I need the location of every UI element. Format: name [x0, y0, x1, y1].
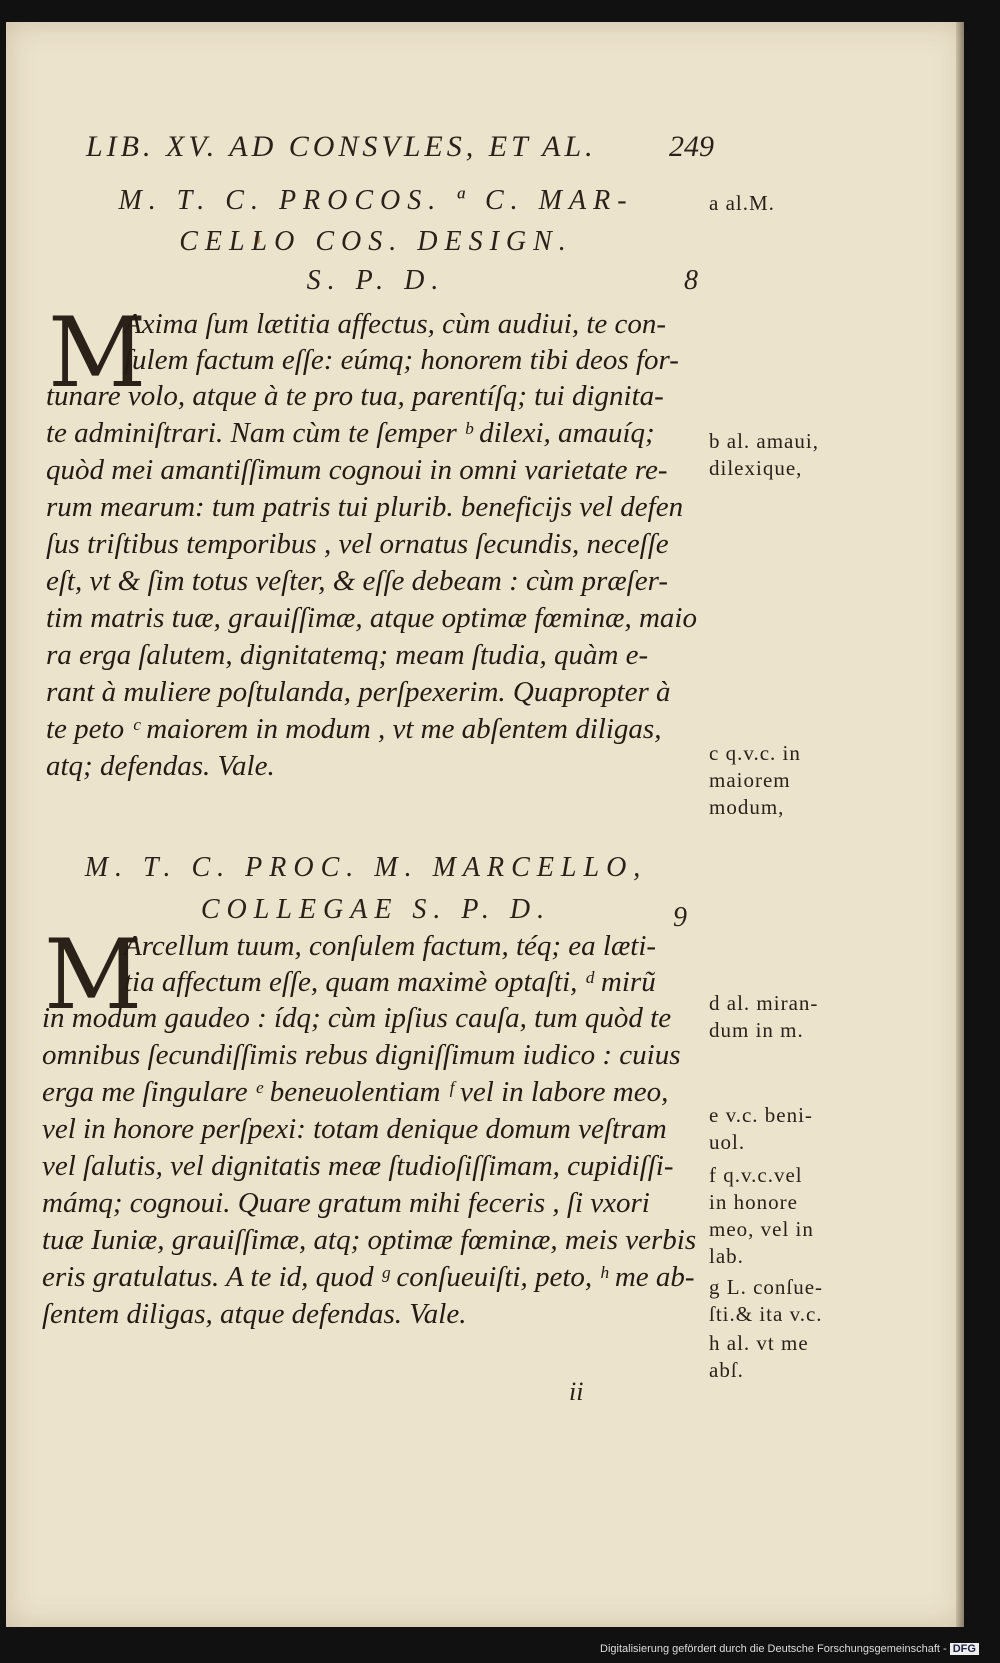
text-line: Arcellum tuum, conſulem factum, téq; ea læti- [124, 930, 657, 962]
text-line: rum mearum: tum patris tui plurib. beneficijs vel defen [46, 491, 684, 523]
text-line: rant à muliere poſtulanda, perſpexerim. Quapropter à [46, 676, 671, 708]
marginal-note [709, 990, 818, 1044]
marginal-note-line: g L. conſue- [709, 1275, 824, 1299]
text-line: ſulem factum eſſe: eúmq; honorem tibi deos for- [124, 344, 679, 376]
marginal-note-line: c q.v.c. in [709, 741, 801, 765]
letter-number: 8 [684, 265, 698, 296]
running-head [86, 130, 714, 164]
text-line: erga me ſingulare ᵉ beneuolentiam ᶠ vel in labore meo, [42, 1076, 669, 1108]
dfg-logo-icon: DFG [950, 1643, 979, 1655]
text-line: eris gratulatus. A te id, quod ᵍ conſueuiſti, peto, ʰ me ab- [42, 1261, 695, 1293]
digitization-credit [600, 1643, 979, 1655]
text-line: te peto ᶜ maiorem in modum , vt me abſentem diligas, [46, 713, 662, 745]
marginal-note-line: h al. vt me [709, 1331, 809, 1355]
running-head-title: LIB. XV. AD CONSVLES, ET AL. [86, 130, 597, 163]
text-line: te adminiſtrari. Nam cùm te ſemper ᵇ dilexi, amauíq; [46, 417, 655, 449]
text-line: tunare volo, atque à te pro tua, parentíſq; tui dignita- [46, 380, 664, 412]
marginal-note [709, 740, 801, 821]
marginal-note-line: modum, [709, 795, 785, 819]
marginal-note-line: d al. miran- [709, 991, 819, 1015]
marginal-note-line: maiorem [709, 768, 791, 792]
letter-heading-line: COLLEGAE S. P. D. [200, 894, 552, 925]
marginal-note-line: meo, vel in [709, 1217, 814, 1241]
text-line: quòd mei amantiſſimum cognoui in omni varietate re- [46, 454, 668, 486]
drop-capital: M [44, 919, 143, 1031]
marginal-note-line: a al.M. [709, 191, 775, 215]
letter-heading-line: S. P. D. [306, 265, 446, 296]
text-line: vel ſalutis, vel dignitatis meæ ſtudioſiſſimam, cupidiſſi- [42, 1150, 674, 1182]
marginal-note-line: e v.c. beni- [709, 1103, 813, 1127]
marginal-note-line: ſti.& ita v.c. [709, 1302, 823, 1326]
text-line: Axima ſum lætitia affectus, cùm audiui, te con- [124, 308, 667, 340]
text-line: ſus triſtibus temporibus , vel ornatus ſecundis, neceſſe [46, 528, 669, 560]
credit-text: Digitalisierung gefördert durch die Deutsche Forschungsgemeinschaft - [600, 1643, 947, 1655]
marginal-note [709, 1102, 813, 1156]
marginal-note-line: abſ. [709, 1358, 744, 1382]
marginal-note [709, 1162, 814, 1270]
marginal-note-line: f q.v.c.vel [709, 1163, 803, 1187]
marginal-note-line: uol. [709, 1130, 746, 1154]
text-line: in modum gaudeo : ídq; cùm ipſius cauſa, tum quòd te [42, 1002, 672, 1034]
text-line: atq; defendas. Vale. [46, 750, 275, 782]
letter-heading-line: M. T. C. PROC. M. MARCELLO, [84, 852, 648, 883]
marginal-note-line: b al. amaui, [709, 429, 819, 453]
letter-heading-line: CELLO COS. DESIGN. [179, 226, 573, 257]
marginal-note-line: dilexique, [709, 456, 803, 480]
text-line: ſentem diligas, atque defendas. Vale. [42, 1298, 467, 1330]
marginal-note-line: in honore [709, 1190, 798, 1214]
text-line: vel in honore perſpexi: totam denique domum veſtram [42, 1113, 667, 1145]
page-edge [956, 22, 964, 1627]
marginal-note [709, 428, 819, 482]
drop-capital: M [48, 297, 147, 409]
letter-number: 9 [673, 902, 687, 933]
letter-heading-line: M. T. C. PROCOS. ª C. MAR- [118, 185, 634, 216]
marginal-note [709, 1274, 823, 1328]
book-page [6, 22, 964, 1627]
signature-mark: ii [569, 1377, 584, 1406]
text-line: ra erga ſalutem, dignitatemq; meam ſtudia, quàm e- [46, 639, 649, 671]
page-number: 249 [669, 130, 714, 163]
text-line: tim matris tuæ, grauiſſimæ, atque optimæ fœminæ, maio [46, 602, 697, 634]
text-line: omnibus ſecundiſſimis rebus digniſſimum iudico : cuius [42, 1039, 681, 1071]
text-line: mámq; cognoui. Quare gratum mihi feceris , ſi vxori [42, 1187, 650, 1219]
marginal-note [709, 190, 775, 217]
marginal-note-line: dum in m. [709, 1018, 804, 1042]
marginal-note [709, 1330, 809, 1384]
text-line: eſt, vt & ſim totus veſter, & eſſe debeam : cùm præſer- [46, 565, 668, 597]
marginal-note-line: lab. [709, 1244, 744, 1268]
text-line: tuæ Iuniæ, grauiſſimæ, atq; optimæ fœminæ, meis verbis [42, 1224, 697, 1256]
text-line: tia affectum eſſe, quam maximè optaſti, ᵈ mirũ [124, 966, 656, 998]
